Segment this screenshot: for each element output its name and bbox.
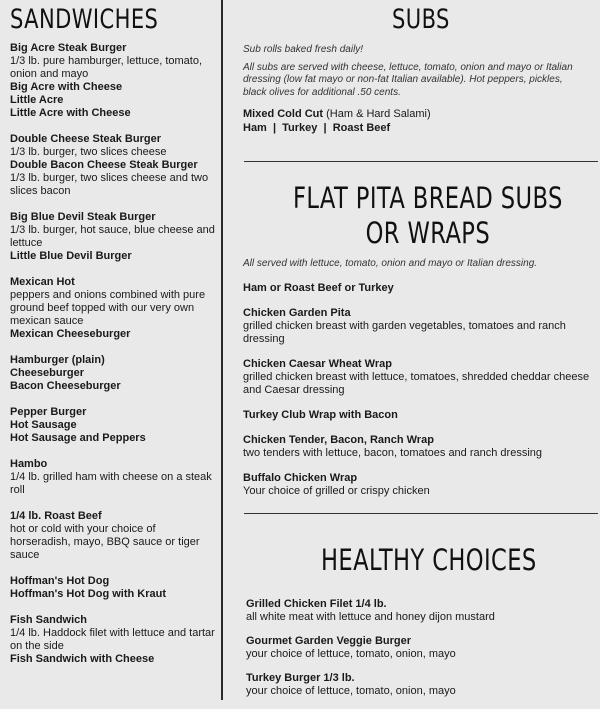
menu-item-title: Grilled Chicken Filet 1/4 lb. <box>246 598 387 610</box>
section-divider-pita <box>244 513 598 514</box>
menu-group <box>10 458 215 497</box>
menu-item <box>10 133 215 159</box>
menu-item <box>10 380 215 393</box>
menu-item <box>10 653 215 666</box>
mixed-cold-cut <box>243 108 431 121</box>
subs-note-served: All subs are served with cheese, lettuce, tomato, onion and mayo or Italian dressing (low fat mayo or non-fat Italian available). Hot peppers, pickles, black olives for additional .50 cents. <box>243 62 573 98</box>
menu-item <box>10 458 215 497</box>
menu-item-description: your choice of lettuce, tomato, onion, mayo <box>246 685 456 697</box>
menu-group <box>10 354 215 393</box>
menu-item-title: Turkey Club Wrap with Bacon <box>243 409 398 421</box>
menu-item <box>10 614 215 653</box>
menu-group <box>10 42 215 120</box>
menu-group <box>10 614 215 666</box>
menu-item <box>243 472 593 498</box>
pita-heading-line2: OR WRAPS <box>365 216 491 250</box>
menu-item-title: Little Blue Devil Burger <box>10 250 132 262</box>
menu-item <box>10 250 215 263</box>
menu-item-title: Chicken Garden Pita <box>243 307 351 319</box>
menu-item <box>10 588 215 601</box>
menu-item-description: your choice of lettuce, tomato, onion, mayo <box>246 648 456 660</box>
pita-heading <box>293 181 563 251</box>
menu-item-title: Fish Sandwich with Cheese <box>10 653 155 665</box>
menu-item-description: two tenders with lettuce, bacon, tomatoes and ranch dressing <box>243 447 543 459</box>
section-divider-subs <box>244 161 598 162</box>
menu-item-title: Double Cheese Steak Burger <box>10 133 161 145</box>
menu-item <box>243 358 593 397</box>
menu-item-title: 1/4 lb. Roast Beef <box>10 510 102 522</box>
menu-group <box>10 211 215 263</box>
menu-item <box>243 282 593 295</box>
pita-list <box>243 282 593 510</box>
menu-item <box>10 432 215 445</box>
menu-item <box>10 107 215 120</box>
menu-item-title: Hoffman's Hot Dog <box>10 575 110 587</box>
menu-item-title: Chicken Caesar Wheat Wrap <box>243 358 392 370</box>
healthy-heading: HEALTHY CHOICES <box>321 543 537 577</box>
menu-item-title: Hamburger (plain) <box>10 354 105 366</box>
menu-item-title: Mexican Cheeseburger <box>10 328 131 340</box>
menu-item-description: hot or cold with your choice of horseradish, mayo, BBQ sauce or tiger sauce <box>10 523 200 561</box>
menu-item <box>10 354 215 367</box>
menu-item-description: grilled chicken breast with garden vegetables, tomatoes and ranch dressing <box>243 320 566 345</box>
menu-item-description: all white meat with lettuce and honey dijon mustard <box>246 611 495 623</box>
sandwiches-list <box>10 42 215 679</box>
menu-item-title: Pepper Burger <box>10 406 87 418</box>
menu-group <box>10 276 215 341</box>
menu-item <box>246 672 593 698</box>
menu-item-description: 1/4 lb. grilled ham with cheese on a steak roll <box>10 471 212 496</box>
menu-item <box>243 409 593 422</box>
sandwiches-heading: SANDWICHES <box>10 4 159 35</box>
menu-item-title: Mexican Hot <box>10 276 75 288</box>
menu-item <box>10 406 215 419</box>
menu-item <box>246 635 593 661</box>
menu-item-title: Ham or Roast Beef or Turkey <box>243 282 394 294</box>
menu-item-description: 1/3 lb. pure hamburger, lettuce, tomato, onion and mayo <box>10 55 203 80</box>
menu-item-description: Your choice of grilled or crispy chicken <box>243 485 430 497</box>
menu-item <box>10 367 215 380</box>
menu-item <box>10 575 215 588</box>
menu-item <box>246 598 593 624</box>
menu-group <box>10 575 215 601</box>
menu-item <box>10 211 215 250</box>
menu-item-description: grilled chicken breast with lettuce, tomatoes, shredded cheddar cheese and Caesar dressing <box>243 371 590 396</box>
menu-item-title: Little Acre with Cheese <box>10 107 131 119</box>
menu-item-description: peppers and onions combined with pure ground beef topped with our very own mexican sauce <box>10 289 206 327</box>
subs-note-fresh: Sub rolls baked fresh daily! <box>243 44 364 55</box>
menu-item-title: Big Acre with Cheese <box>10 81 123 93</box>
menu-group <box>10 406 215 445</box>
menu-item <box>10 510 215 562</box>
menu-item <box>10 94 215 107</box>
menu-item-title: Buffalo Chicken Wrap <box>243 472 358 484</box>
mixed-cold-cut-desc: (Ham & Hard Salami) <box>323 108 431 120</box>
menu-item-title: Double Bacon Cheese Steak Burger <box>10 159 198 171</box>
menu-item <box>10 276 215 328</box>
pita-heading-line1: FLAT PITA BREAD SUBS <box>293 181 563 215</box>
menu-item-title: Little Acre <box>10 94 64 106</box>
menu-group <box>10 133 215 198</box>
menu-item-title: Big Acre Steak Burger <box>10 42 127 54</box>
menu-item-title: Chicken Tender, Bacon, Ranch Wrap <box>243 434 434 446</box>
pita-note: All served with lettuce, tomato, onion and mayo or Italian dressing. <box>243 258 538 269</box>
menu-item-title: Hoffman's Hot Dog with Kraut <box>10 588 166 600</box>
menu-item-title: Turkey Burger 1/3 lb. <box>246 672 355 684</box>
sub-meat-options: Ham | Turkey | Roast Beef <box>243 122 391 134</box>
menu-item-title: Hambo <box>10 458 48 470</box>
menu-item-title: Fish Sandwich <box>10 614 88 626</box>
subs-heading: SUBS <box>392 4 450 35</box>
healthy-list <box>246 598 593 709</box>
menu-item-title: Gourmet Garden Veggie Burger <box>246 635 412 647</box>
menu-item <box>10 328 215 341</box>
column-divider <box>221 0 223 700</box>
menu-item <box>10 419 215 432</box>
menu-item-title: Hot Sausage and Peppers <box>10 432 146 444</box>
menu-item-title: Bacon Cheeseburger <box>10 380 121 392</box>
menu-item-description: 1/3 lb. burger, two slices cheese and two slices bacon <box>10 172 209 197</box>
menu-item-description: 1/3 lb. burger, hot sauce, blue cheese and lettuce <box>10 224 215 249</box>
menu-item <box>243 434 593 460</box>
menu-group <box>10 510 215 562</box>
mixed-cold-cut-title: Mixed Cold Cut <box>243 108 324 120</box>
menu-item <box>243 307 593 346</box>
menu-item-description: 1/3 lb. burger, two slices cheese <box>10 146 167 158</box>
menu-item <box>10 42 215 81</box>
menu-item <box>10 159 215 198</box>
menu-item-title: Hot Sausage <box>10 419 77 431</box>
menu-item-description: 1/4 lb. Haddock filet with lettuce and tartar on the side <box>10 627 215 652</box>
menu-item-title: Cheeseburger <box>10 367 84 379</box>
menu-item <box>10 81 215 94</box>
menu-item-title: Big Blue Devil Steak Burger <box>10 211 156 223</box>
